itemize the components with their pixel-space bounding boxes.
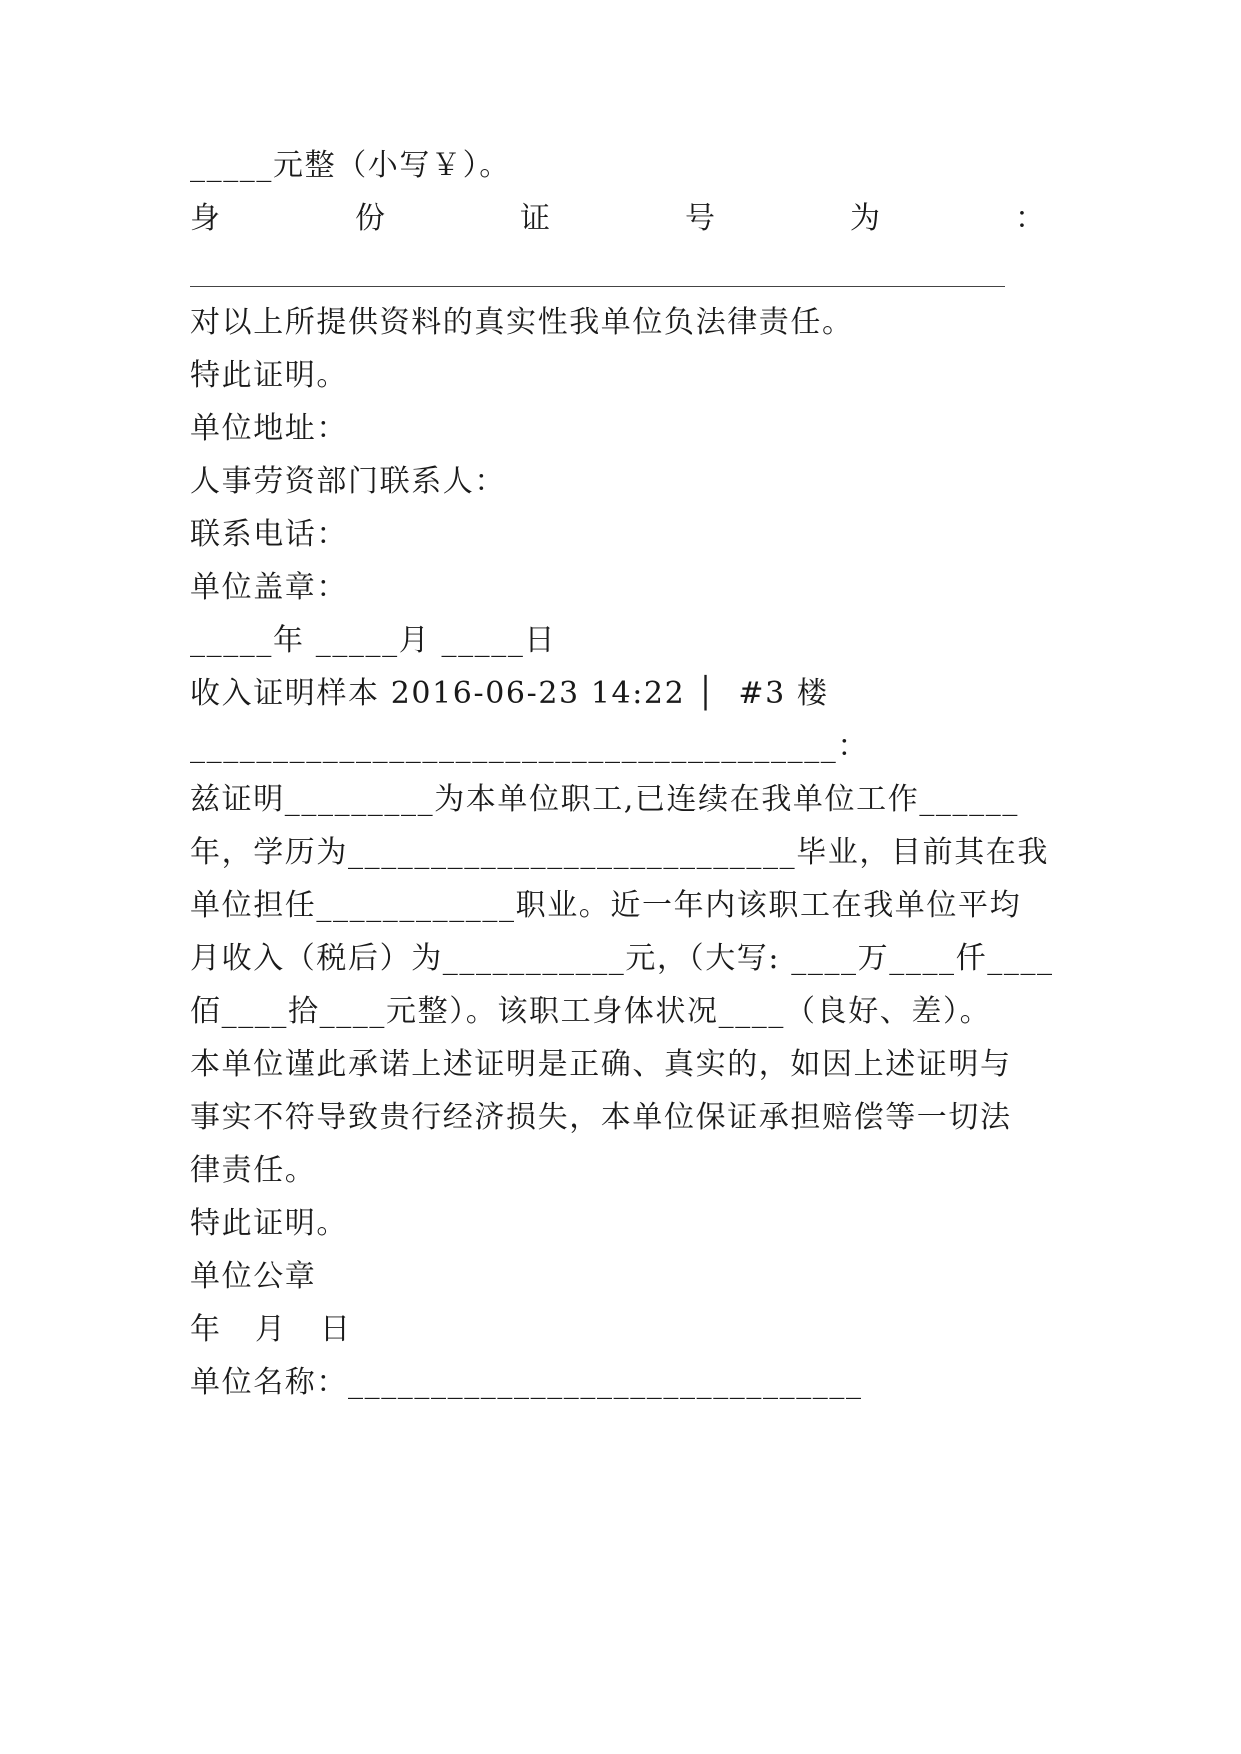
- id-char: 份: [355, 201, 385, 236]
- responsibility-statement: 对以上所提供资料的真实性我单位负法律责任。: [190, 305, 854, 340]
- id-char: 为: [850, 201, 880, 236]
- body-line: 年，学历为___________________________毕业，目前其在我: [190, 835, 1049, 870]
- id-char: ：: [1015, 201, 1045, 236]
- date-line: _____年 _____月 _____日: [190, 623, 557, 658]
- unit-address-label: 单位地址：: [190, 411, 348, 446]
- id-char: 证: [520, 201, 550, 236]
- sample-header: 收入证明样本 2016-06-23 14:22 │ #3 楼: [190, 676, 829, 711]
- body-line: 佰____拾____元整）。该职工身体状况____（良好、差）。: [190, 994, 992, 1029]
- body-line: 单位担任____________职业。近一年内该职工在我单位平均: [190, 888, 1022, 923]
- addressee-blank: _______________________________________：: [190, 729, 869, 764]
- id-number-label: [190, 199, 1045, 239]
- phone-label: 联系电话：: [190, 517, 348, 552]
- body-line: 事实不符导致贵行经济损失，本单位保证承担赔偿等一切法: [190, 1100, 1012, 1135]
- unit-seal-label: 单位公章: [190, 1259, 317, 1294]
- body-line: 月收入（税后）为___________元，（大写: ____万____仟____: [190, 941, 1054, 976]
- amount-line: _____元整（小写￥）。: [190, 148, 511, 183]
- body-line: 本单位谨此承诺上述证明是正确、真实的，如因上述证明与: [190, 1047, 1012, 1082]
- certify-line: 特此证明。: [190, 1206, 348, 1241]
- body-line: 兹证明_________为本单位职工,已连续在我单位工作______: [190, 782, 1019, 817]
- unit-seal-label: 单位盖章：: [190, 570, 348, 605]
- body-line: 律责任。: [190, 1153, 317, 1188]
- hr-contact-label: 人事劳资部门联系人：: [190, 464, 506, 499]
- id-number-blank: [190, 286, 1005, 287]
- certify-line: 特此证明。: [190, 358, 348, 393]
- id-char: 身: [190, 201, 220, 236]
- id-char: 号: [685, 201, 715, 236]
- date-line: 年 月 日: [190, 1312, 352, 1347]
- unit-name-line: 单位名称：_______________________________: [190, 1365, 863, 1400]
